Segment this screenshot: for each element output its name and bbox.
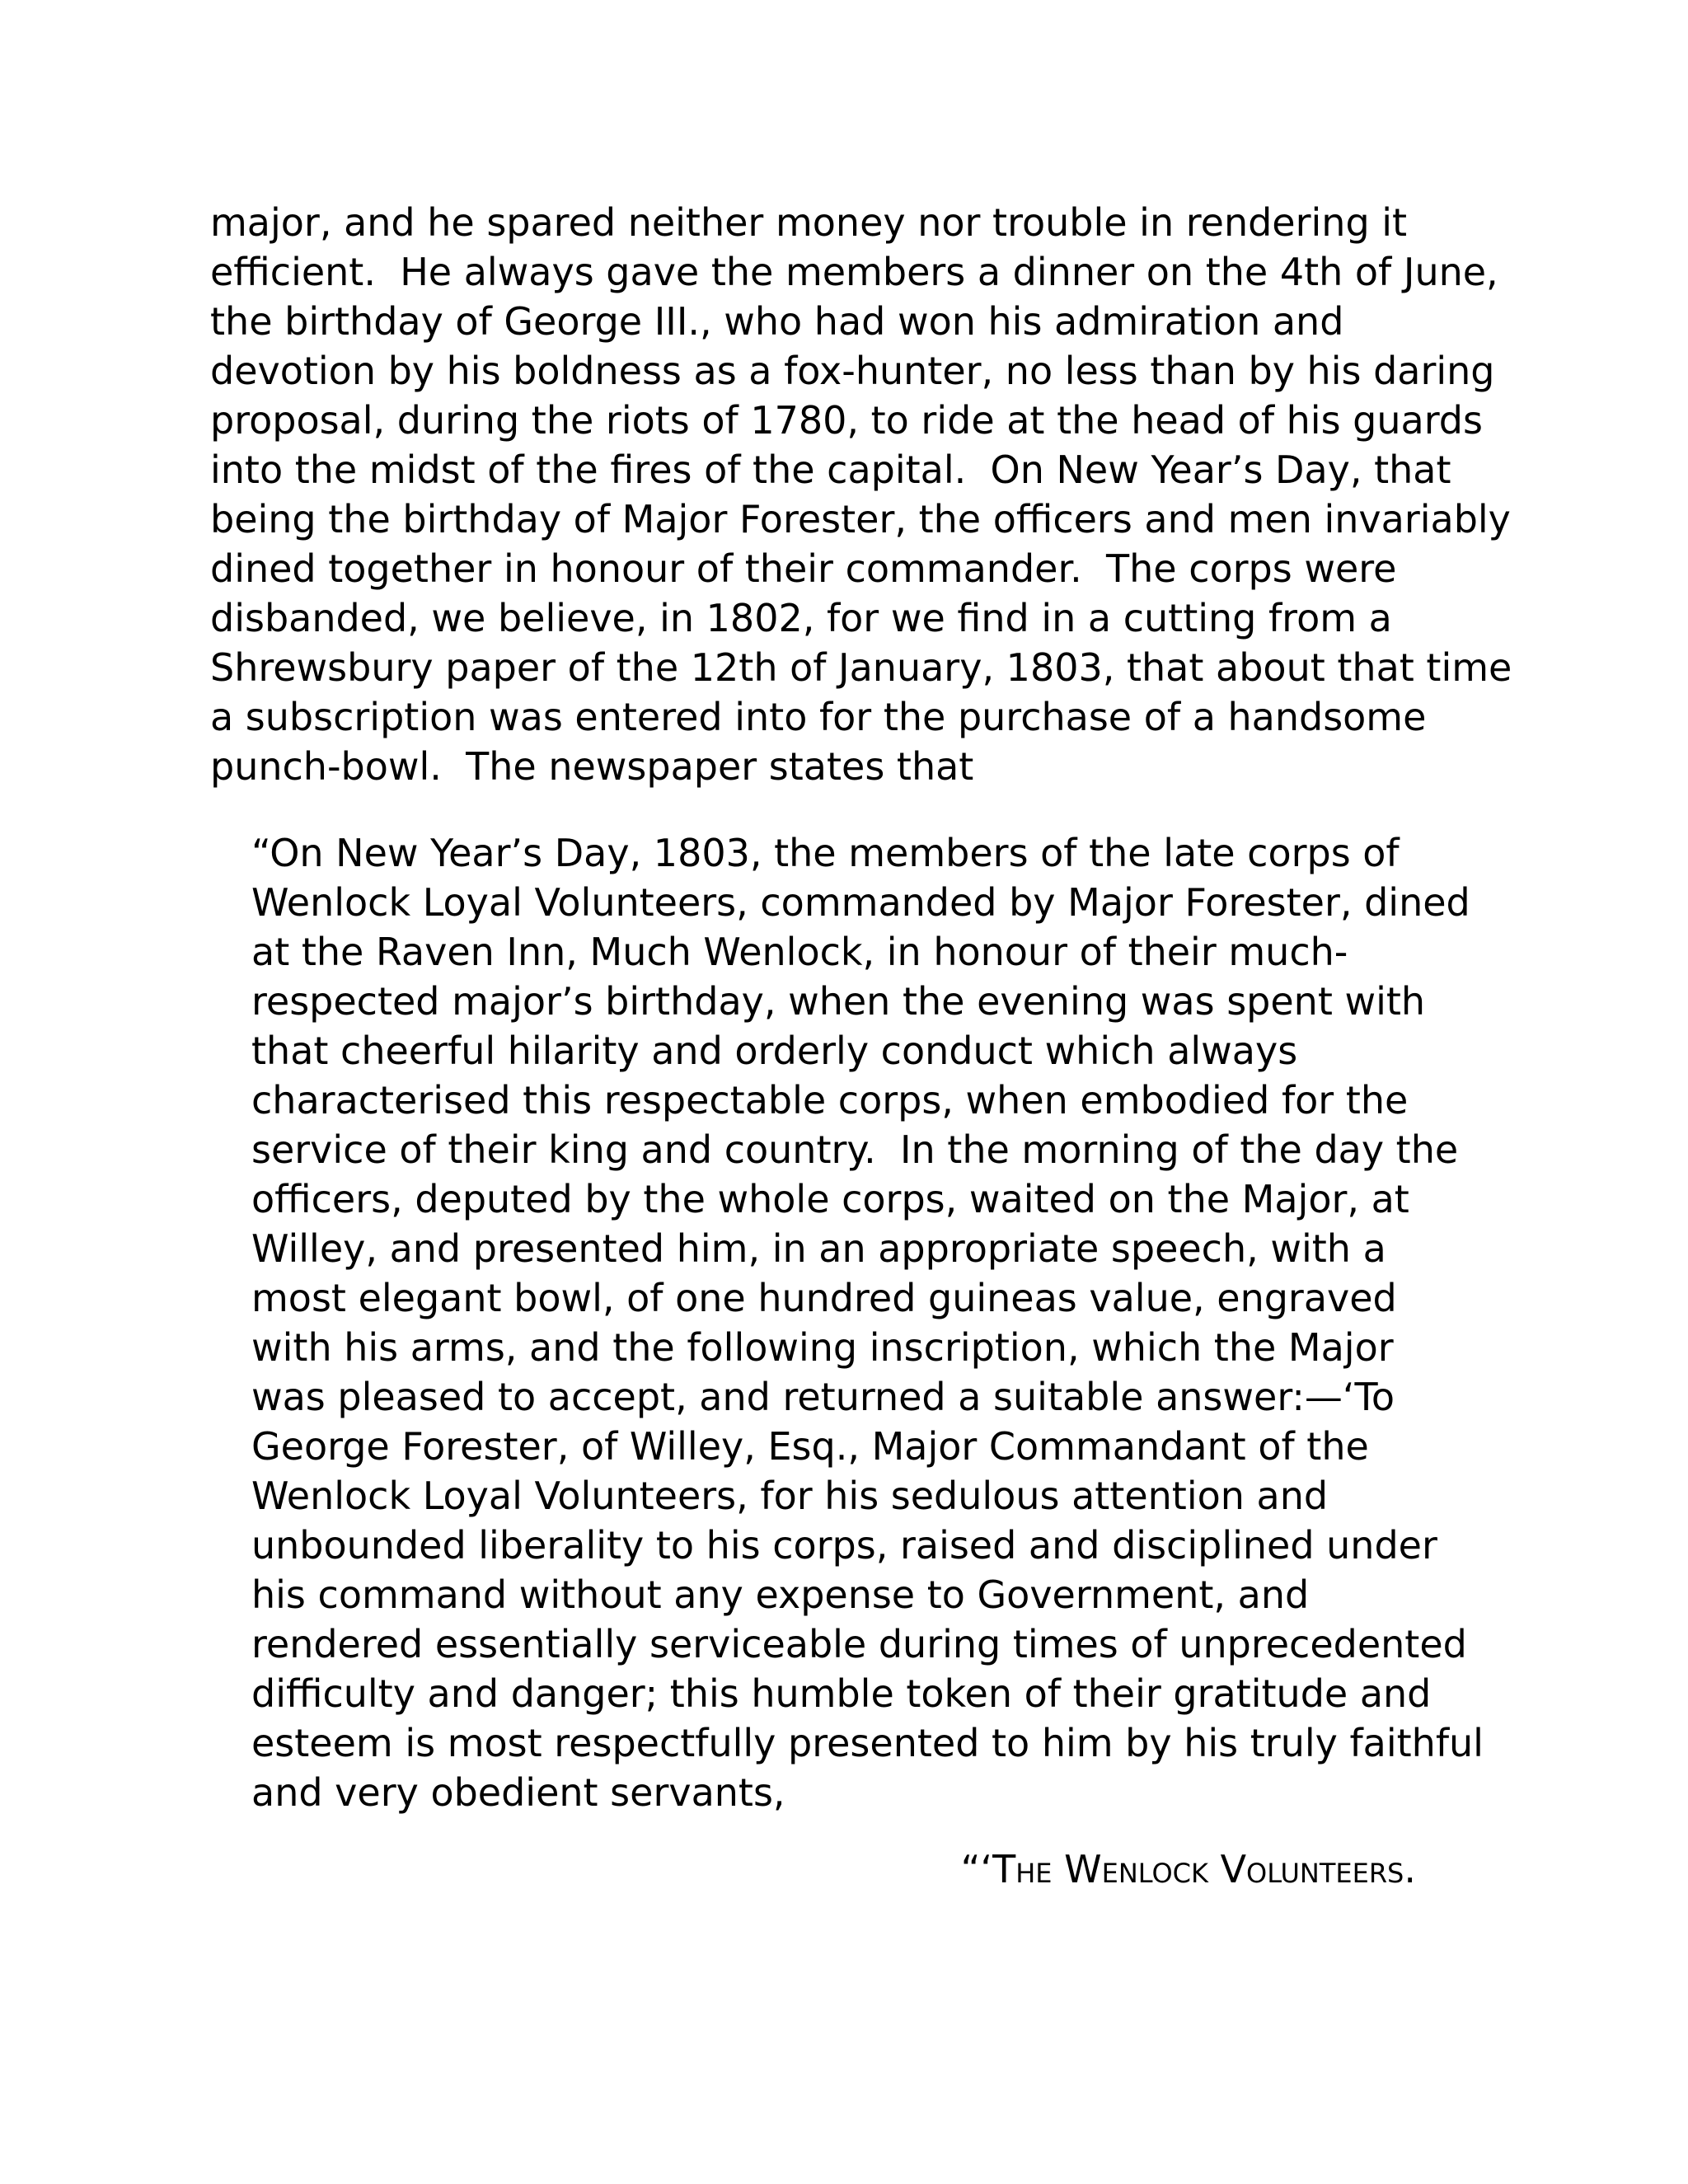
quote-line: respected major’s birthday, when the evening was spent with <box>251 979 1426 1024</box>
quote-line: difficulty and danger; this humble token of their gratitude and <box>251 1671 1432 1716</box>
paragraph-line: proposal, during the riots of 1780, to ride at the head of his guards <box>210 398 1483 443</box>
quote-line: service of their king and country. In the morning of the day the <box>251 1127 1459 1172</box>
paragraph-line: efficient. He always gave the members a dinner on the 4th of June, <box>210 250 1498 294</box>
paragraph-line: major, and he spared neither money nor trouble in rendering it <box>210 200 1408 245</box>
quote-line: with his arms, and the following inscription, which the Major <box>251 1325 1394 1370</box>
paragraph-line: the birthday of George III., who had won his admiration and <box>210 299 1344 344</box>
quote-signature: “‘The Wenlock Volunteers. <box>960 1847 1416 1891</box>
quote-line: unbounded liberality to his corps, raised and disciplined under <box>251 1523 1437 1568</box>
quote-line: Willey, and presented him, in an appropriate speech, with a <box>251 1226 1386 1271</box>
body-paragraph <box>210 198 1512 791</box>
quote-line: was pleased to accept, and returned a suitable answer:—‘To <box>251 1375 1395 1419</box>
quote-line: most elegant bowl, of one hundred guineas value, engraved <box>251 1276 1397 1320</box>
quote-line: “On New Year’s Day, 1803, the members of the late corps of <box>251 831 1400 875</box>
paragraph-line: disbanded, we believe, in 1802, for we find in a cutting from a <box>210 596 1392 640</box>
quote-line: officers, deputed by the whole corps, waited on the Major, at <box>251 1177 1409 1221</box>
paragraph-line: punch-bowl. The newspaper states that <box>210 744 974 789</box>
paragraph-line: a subscription was entered into for the purchase of a handsome <box>210 695 1427 739</box>
quote-line: Wenlock Loyal Volunteers, commanded by Major Forester, dined <box>251 880 1470 925</box>
quote-line: his command without any expense to Government, and <box>251 1572 1310 1617</box>
quote-line: at the Raven Inn, Much Wenlock, in honour of their much- <box>251 930 1348 974</box>
quote-line: Wenlock Loyal Volunteers, for his sedulous attention and <box>251 1474 1329 1518</box>
quote-line: George Forester, of Willey, Esq., Major Commandant of the <box>251 1424 1369 1469</box>
quote-line: that cheerful hilarity and orderly conduct which always <box>251 1029 1298 1073</box>
paragraph-line: being the birthday of Major Forester, the officers and men invariably <box>210 497 1511 541</box>
quote-line: characterised this respectable corps, when embodied for the <box>251 1078 1409 1122</box>
paragraph-line: Shrewsbury paper of the 12th of January, 1803, that about that time <box>210 645 1512 690</box>
quote-line: rendered essentially serviceable during times of unprecedented <box>251 1622 1467 1666</box>
paragraph-line: into the midst of the fires of the capital. On New Year’s Day, that <box>210 448 1451 492</box>
paragraph-line: dined together in honour of their commander. The corps were <box>210 546 1397 591</box>
paragraph-line: devotion by his boldness as a fox-hunter, no less than by his daring <box>210 349 1495 393</box>
quote-line: and very obedient servants, <box>251 1770 785 1815</box>
block-quote <box>251 828 1521 1817</box>
quote-line: esteem is most respectfully presented to him by his truly faithful <box>251 1721 1484 1765</box>
